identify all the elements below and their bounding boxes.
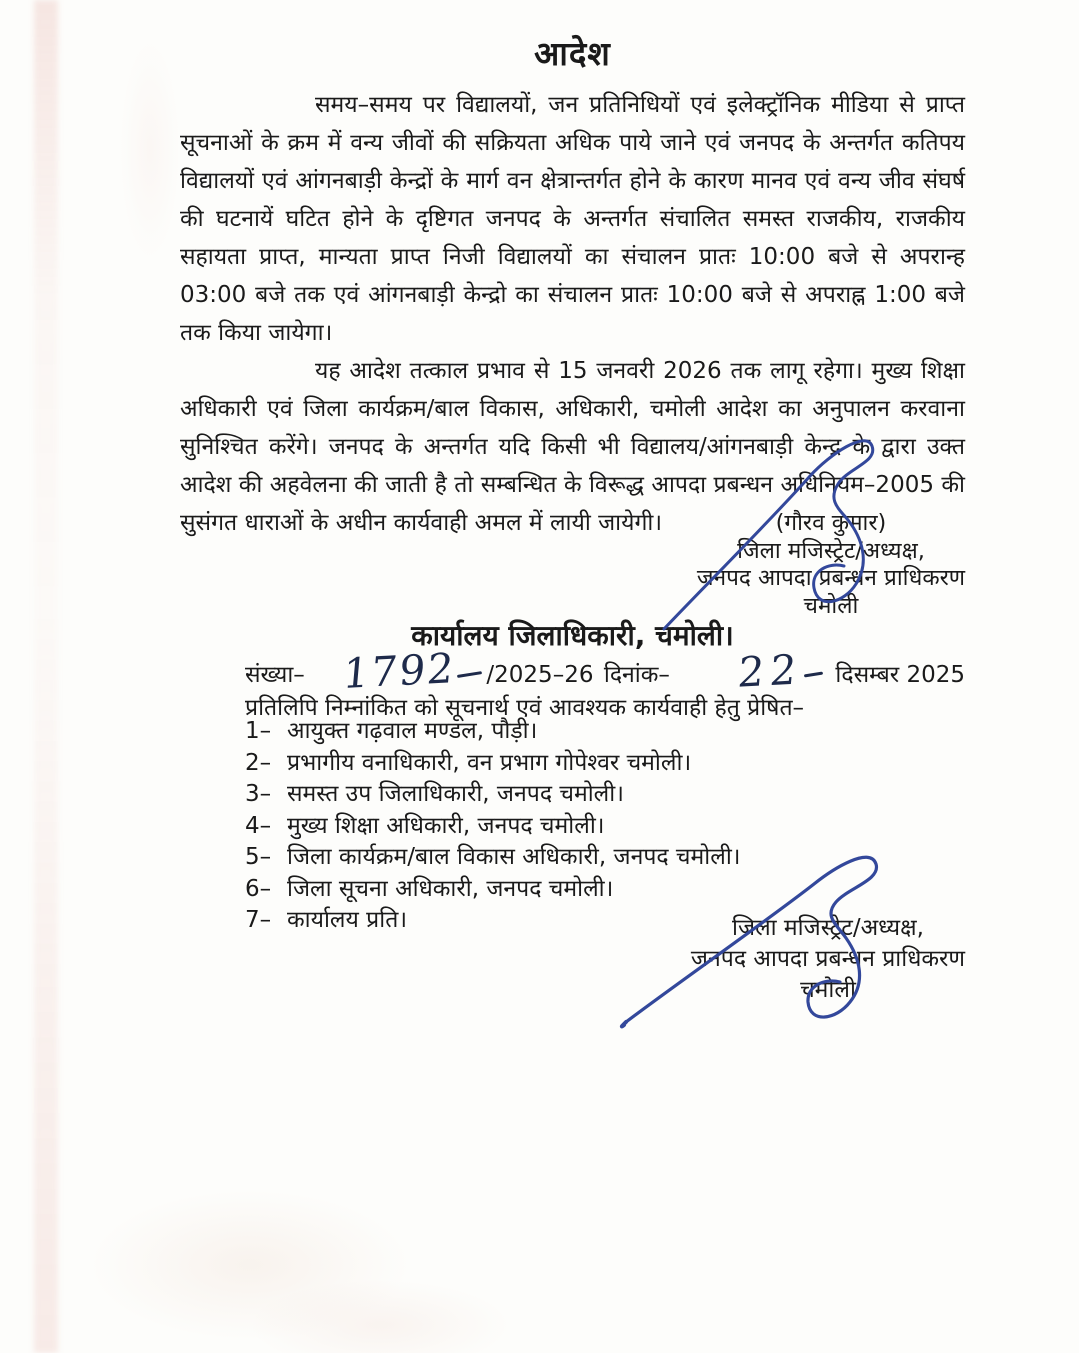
order-paragraph-2: यह आदेश तत्काल प्रभाव से 15 जनवरी 2026 तक लागू रहेगा। मुख्य शिक्षा अधिकारी एवं जिला कार्यक्रम/बाल विकास, अधिकारी, चमोली आदेश का अनुपालन करवाना सुनिश्चित करेंगे। जनपद के अन्तर्गत यदि किसी भी विद्यालय/आंगनबाड़ी केन्द्र के द्वारा उक्त आदेश की अहवेलना की जाती है तो सम्बन्धित के विरूद्ध आपदा प्रबन्धन अधिनियम–2005 की सुसंगत धाराओं के अधीन कार्यवाही अमल में लायी जायेगी। (180, 358, 965, 536)
signatory-place: चमोली (803, 592, 859, 619)
copy-distribution-note: प्रतिलिपि निम्नांकित को सूचनार्थ एवं आवश्यक कार्यवाही हेतु प्रेषित– (245, 695, 805, 721)
scan-edge-artifact (34, 0, 58, 1353)
list-item: 5– जिला कार्यक्रम/बाल विकास अधिकारी, जनपद चमोली। (245, 844, 741, 870)
paper-stain (90, 1190, 410, 1340)
signatory-block-top (693, 510, 969, 620)
date-label: दिनांक– (603, 662, 670, 688)
list-item: 2– प्रभागीय वनाधिकारी, वन प्रभाग गोपेश्वर चमोली। (245, 749, 692, 776)
list-item: 1– आयुक्त गढ़वाल मण्डल, पौड़ी। (245, 718, 538, 744)
signatory-place: चमोली (800, 977, 856, 1003)
reference-number-line (245, 643, 965, 699)
list-item: 4– मुख्य शिक्षा अधिकारी, जनपद चमोली। (245, 812, 605, 839)
paper-stain (250, 1280, 510, 1353)
signatory-authority: जनपद आपदा प्रबन्धन प्राधिकरण (690, 946, 966, 972)
signatory-designation: जिला मजिस्ट्रेट/अध्यक्ष, (737, 537, 925, 564)
pen-stroke (457, 671, 482, 678)
number-year-suffix: /2025–26 (486, 662, 594, 688)
signatory-authority: जनपद आपदा प्रबन्धन प्राधिकरण (696, 565, 966, 591)
handwritten-date: 22 (735, 645, 805, 697)
pen-stroke (804, 672, 824, 678)
number-label: संख्या– (245, 662, 305, 688)
order-body (180, 86, 965, 542)
list-item: 6– जिला सूचना अधिकारी, जनपद चमोली। (245, 875, 614, 902)
recipients-list (245, 716, 741, 937)
office-heading: कार्यालय जिलाधिकारी, चमोली। (411, 619, 734, 652)
date-month-year: दिसम्बर 2025 (835, 662, 965, 688)
order-title: आदेश (534, 34, 611, 73)
signatory-name: (गौरव कुमार) (775, 510, 887, 536)
list-item: 3– समस्त उप जिलाधिकारी, जनपद चमोली। (245, 781, 624, 807)
order-paragraph-1: समय–समय पर विद्यालयों, जन प्रतिनिधियों एवं इलेक्ट्रॉनिक मीडिया से प्राप्त सूचनाओं के क्रम में वन्य जीवों की सक्रियता अधिक पाये जाने एवं जनपद के अन्तर्गत कतिपय विद्यालयों एवं आंगनबाड़ी केन्द्रों के मार्ग वन क्षेत्रान्तर्गत होने के कारण मानव एवं वन्य जीव संघर्ष की घटनायें घटित होने के दृष्टिगत जनपद के अन्तर्गत संचालित समस्त राजकीय, राजकीय सहायता प्राप्त, मान्यता प्राप्त निजी विद्यालयों का संचालन प्रातः 10:00 बजे से अपरान्ह 03:00 बजे तक एवं आंगनबाड़ी केन्द्रो का संचालन प्रातः 10:00 बजे से अपराह्न 1:00 बजे तक किया जायेगा। (180, 92, 965, 346)
paper-stain (120, 40, 180, 260)
list-item: 7– कार्यालय प्रति। (245, 907, 408, 933)
signatory-designation: जिला मजिस्ट्रेट/अध्यक्ष, (732, 915, 924, 941)
signatory-block-bottom (688, 913, 968, 1006)
handwritten-order-number: 1792 (340, 643, 458, 699)
